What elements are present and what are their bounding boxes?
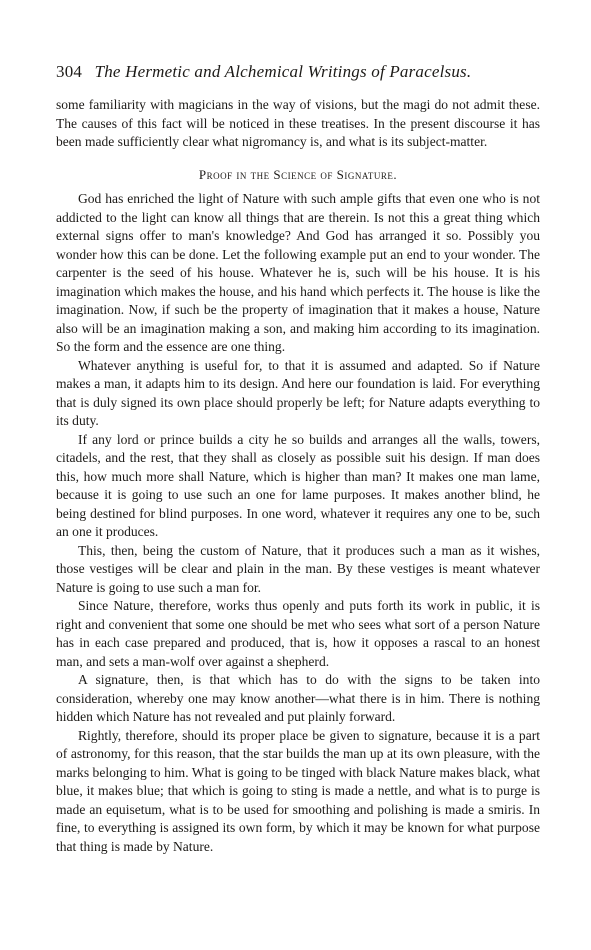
paragraph: Rightly, therefore, should its proper place be given to signature, because it is a part of astronomy, for this reason, that the star builds the man up at its own pleasure, with the marks belonging to him. What is going to be tinged with black Nature makes black, what blue, it makes blue; that which is going to sting is made a nettle, and what is to purge is made an equisetum, what is to be used for smoothing and polishing is made a smiris. In fine, to everything is assigned its own form, by which it may be known for what purpose that thing is made by Nature. [56,727,540,854]
body-text [56,96,540,856]
section-heading: Proof in the Science of Signature. [198,166,398,182]
paragraph: A signature, then, is that which has to do with the signs to be taken into consideration, whereby one may know another—what there is in him. There is nothing hidden which Nature has not revealed and put plainly forward. [56,672,540,724]
opening-paragraph: some familiarity with magicians in the way of visions, but the magi do not admit these. The causes of this fact will be noticed in these treatises. In the present discourse it has been made sufficiently clear what nigromancy is, and what is its subject-matter. [56,97,540,149]
paragraph: If any lord or prince builds a city he so builds and arranges all the walls, towers, citadels, and the rest, that they shall as closely as possible suit his design. If man does this, how much more shall Nature, which is higher than man? It makes one man lame, because it is going to use such an one for lame purposes. It makes another blind, he being destined for blind purposes. In one word, whatever it requires any one to be, such an one it produces. [56,431,540,539]
paragraph: Whatever anything is useful for, to that it is assumed and adapted. So if Nature makes a man, it adapts him to its design. And here our foundation is laid. For everything that is duly signed its own place should properly be left; for Nature adapts everything to its duty. [56,357,540,428]
running-title: The Hermetic and Alchemical Writings of Paracelsus. [94,62,472,81]
page-number: 304 [56,62,83,81]
paragraph: This, then, being the custom of Nature, that it produces such a man as it wishes, those vestiges will be clear and plain in the man. By these vestiges is meant whatever Nature is going to use such a man for. [56,542,540,595]
paragraph: Since Nature, therefore, works thus openly and puts forth its work in public, it is right and convenient that some one should be met who sees what sort of a person Nature has in each case prepared and produced, that is, how it opposes a rascal to an honest man, and sets a man-wolf over against a shepherd. [56,598,540,669]
paragraph: God has enriched the light of Nature with such ample gifts that even one who is not addicted to the light can know all things that are therein. Is not this a great thing which external signs offer to man's knowledge? And God has arranged it so. Possibly you wonder how this can be done. Let the following example put an end to your wonder. The carpenter is the seed of his house. Whatever he is, such will be his house. It is his imagination which makes the house, and his hand which perfects it. The house is like the imagination. Now, if such be the property of imagination that it makes a house, Nature also will be an imagination making a son, and making him according to its imagination. So the form and the essence are one thing. [56,191,540,354]
running-header [56,62,471,82]
